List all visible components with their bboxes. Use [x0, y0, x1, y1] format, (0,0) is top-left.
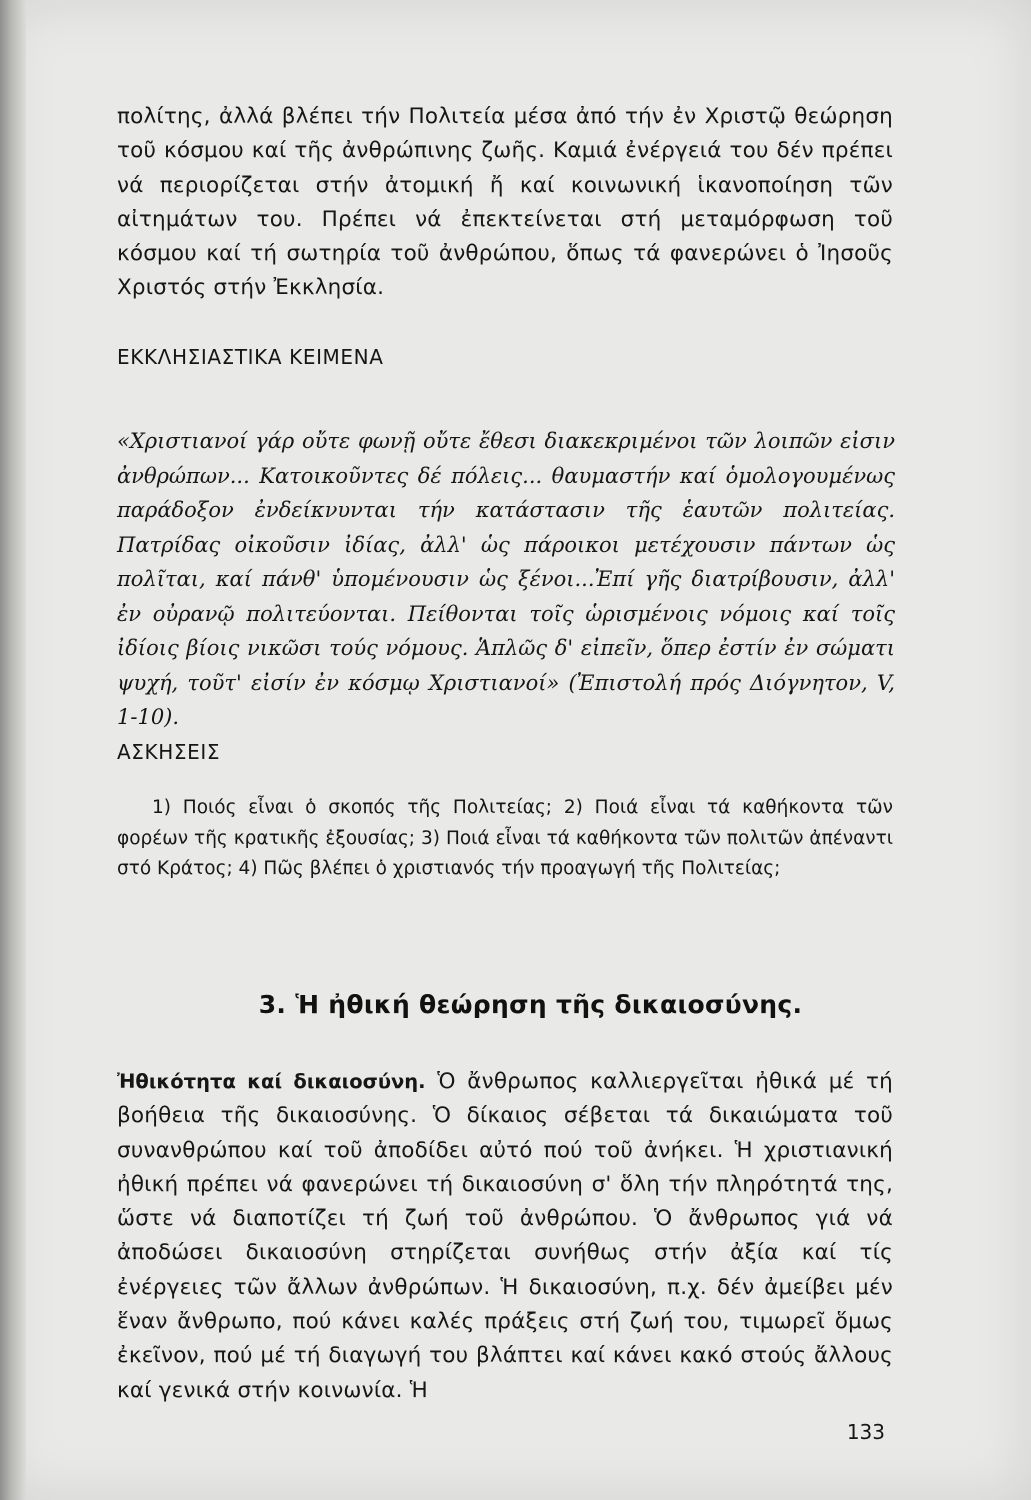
block-quote: «Χριστιανοί γάρ οὔτε φωνῇ οὔτε ἔθεσι διακεκριμένοι τῶν λοιπῶν εἰσιν ἀνθρώπων... Κατοικοῦντες δέ πόλεις... θαυμαστήν καί ὁμολογουμένως παράδοξον ἐνδείκνυνται τήν κατάστασιν τῆς ἑαυτῶν πολιτείας. Πατρίδας οἰκοῦσιν ἰδίας, ἀλλ' ὡς πάροικοι μετέχουσιν πάντων ὡς πολῖται, καί πάνθ' ὑπομένουσιν ὡς ξένοι...Ἐπί γῆς διατρίβουσιν, ἀλλ' ἐν οὐρανῷ πολιτεύονται. Πείθονται τοῖς ὡρισμένοις νόμοις καί τοῖς ἰδίοις βίοις νικῶσι τούς νόμους. Ἁπλῶς δ' εἰπεῖν, ὅπερ ἐστίν ἐν σώματι ψυχή, τοῦτ' εἰσίν ἐν κόσμῳ Χριστιανοί» (Ἐπιστολή πρός Διόγνητον, V, 1-10).	[117, 429, 895, 729]
page-number: 133	[846, 1420, 885, 1444]
body-paragraph-2	[117, 1065, 893, 1408]
paragraph-2-body: Ὁ ἄνθρωπος καλλιεργεῖται ἠθικά μέ τή βοήθεια τῆς δικαιοσύνης. Ὁ δίκαιος σέβεται τά δικαιώματα τοῦ συνανθρώπου καί τοῦ ἀποδίδει αὐτό πού τοῦ ἀνήκει. Ἡ χριστιανική ἠθική πρέπει νά φανερώνει τή δικαιοσύνη σ' ὅλη τήν πληρότητά της, ὥστε νά διαποτίζει τή ζωή τοῦ ἀνθρώπου. Ὁ ἄνθρωπος γιά νά ἀποδώσει δικαιοσύνη στηρίζεται συνήθως στήν ἀξία καί τίς ἐνέργειες τῶν ἄλλων ἀνθρώπων. Ἡ δικαιοσύνη, π.χ. δέν ἀμείβει μέν ἕναν ἄνθρωπο, πού κάνει καλές πράξεις στή ζωή του, τιμωρεῖ ὅμως ἐκεῖνον, πού μέ τή διαγωγή του βλάπτει καί κάνει κακό στούς ἄλλους καί γενικά στήν κοινωνία. Ἡ	[117, 1069, 893, 1403]
exercises-heading: ΑΣΚΗΣΕΙΣ	[117, 740, 221, 764]
church-texts-heading: ΕΚΚΛΗΣΙΑΣΤΙΚΑ ΚΕΙΜΕΝΑ	[117, 345, 384, 369]
page-binding-shadow	[0, 0, 26, 1500]
exercises-body: 1) Ποιός εἶναι ὁ σκοπός τῆς Πολιτείας; 2) Ποιά εἶναι τά καθήκοντα τῶν φορέων τῆς κρατικῆς ἐξουσίας; 3) Ποιά εἶναι τά καθήκοντα τῶν πολιτῶν ἀπέναντι στό Κράτος; 4) Πῶς βλέπει ὁ χριστιανός τήν προαγωγή τῆς Πολιτείας;	[117, 797, 893, 879]
section-title: 3. Ἡ ἠθική θεώρηση τῆς δικαιοσύνης.	[258, 990, 803, 1019]
exercises-text	[117, 793, 893, 885]
paragraph-lead-bold: Ἠθικότητα καί δικαιοσύνη.	[117, 1070, 426, 1093]
body-paragraph-1: πολίτης, ἀλλά βλέπει τήν Πολιτεία μέσα ἀπό τήν ἐν Χριστῷ θεώρηση τοῦ κόσμου καί τῆς ἀνθρώπινης ζωῆς. Καμιά ἐνέργειά του δέν πρέπει νά περιορίζεται στήν ἀτομική ἤ καί κοινωνική ἱκανοποίηση τῶν αἰτημάτων του. Πρέπει νά ἐπεκτείνεται στή μεταμόρφωση τοῦ κόσμου καί τή σωτηρία τοῦ ἀνθρώπου, ὅπως τά φανερώνει ὁ Ἰησοῦς Χριστός στήν Ἐκκλησία.	[117, 104, 893, 301]
